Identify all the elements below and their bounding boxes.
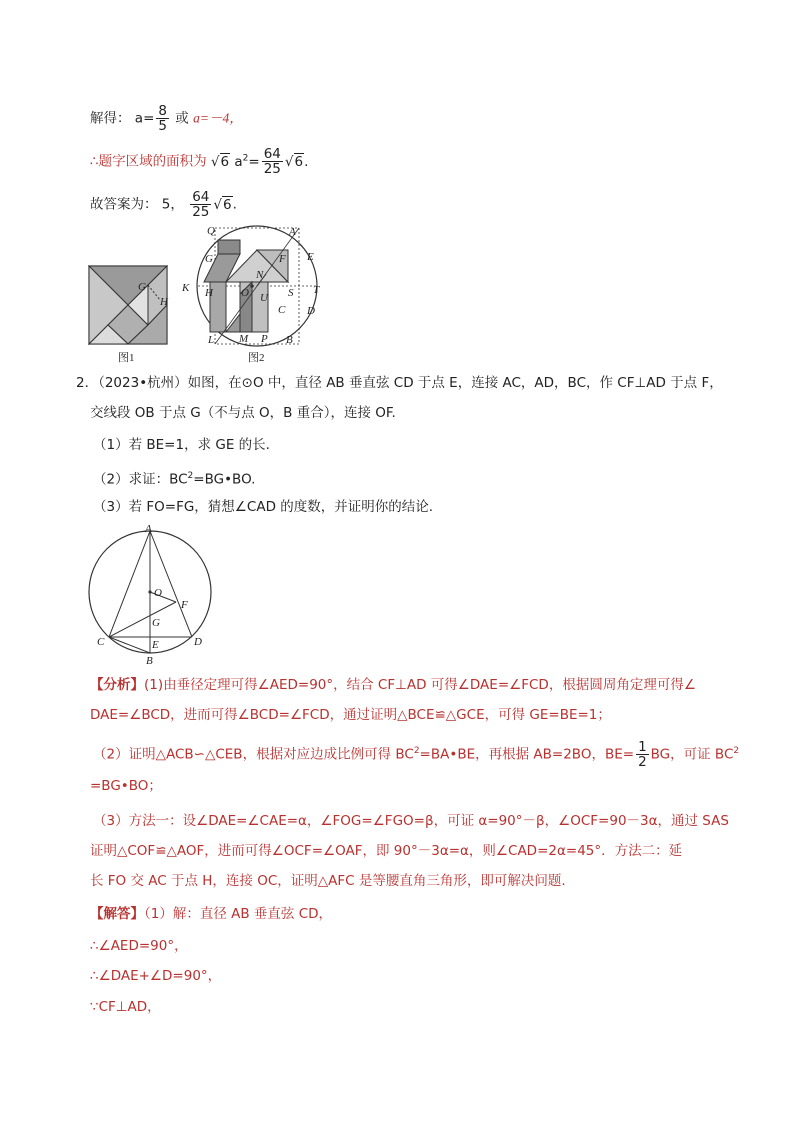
fraction-8-5 (156, 104, 169, 133)
area-line: ∴题字区域的面积为 √6 $a^2=$ $\frac{64}{25}$ √6. (90, 146, 309, 177)
fig2-label-a: A (289, 226, 296, 238)
fraction-64-25: $\frac{64}{25}$ (263, 146, 281, 177)
q2-line1 (76, 372, 723, 394)
q2-part3: （3）若 FO=FG，猜想∠CAD 的度数，并证明你的结论. (93, 499, 434, 515)
analysis-line6: 证明△COF≌△AOF，进而可得∠OCF=∠OAF，即 90°－3α=α，则∠CAD=2α=45°．方法二：延 (90, 843, 683, 859)
fig2-label-e: E (307, 251, 314, 263)
fig2-label-u: U (260, 292, 268, 304)
fig2-label-b: B (286, 334, 293, 346)
a-equals: a= (134, 110, 155, 127)
fig2-label-g: G (205, 253, 213, 265)
answer-line1: 【解答】（1）解：直径 AB 垂直弦 CD， (90, 906, 333, 922)
fraction-1-2: $\frac{1}{2}$ (638, 739, 647, 770)
fig2-label-l: L (208, 334, 215, 346)
sqrt-6b: √6 (284, 153, 304, 170)
frac-num: 8 (158, 103, 167, 119)
a-alt: a=－4， (193, 110, 243, 126)
fig3-label-a: A (145, 523, 152, 535)
fig2-label-m: M (239, 333, 249, 345)
fig2-label-c: C (278, 304, 286, 316)
q2-text1: 如图，在⊙O 中，直径 AB 垂直弦 CD 于点 E，连接 AC，AD，BC，作 CF⊥AD 于点 F， (187, 375, 723, 391)
solve-prefix: 解得： (90, 110, 131, 127)
solve-line (90, 104, 243, 133)
answer-prefix: 故答案为： (90, 196, 158, 213)
analysis-line3: （2）证明△ACB∽△CEB，根据对应边成比例可得 $BC^2=BA•BE$，再根据 AB=2BO，BE= $\frac{1}{2}$ BG，可证 $BC^2$ (93, 739, 740, 770)
fig2-label-h: H (205, 287, 213, 299)
figure-2 (180, 222, 320, 350)
fig2-label-s: S (288, 287, 294, 299)
fig2-label-t: T (313, 284, 320, 296)
analysis-tag: 【分析】 (90, 677, 144, 693)
answer-first: 5， (161, 196, 184, 213)
figure-1 (88, 265, 170, 347)
fig2-label-o: O (241, 287, 249, 299)
fig3-label-e: E (152, 639, 159, 651)
fig2-label-p: P (261, 333, 268, 345)
q2-source: （2023•杭州） (98, 375, 188, 391)
analysis-line1: 【分析】(1)由垂径定理可得∠AED=90°，结合 CF⊥AD 可得∠DAE=∠FCD，根据圆周角定理可得∠ (90, 677, 696, 693)
answer-line2: ∴∠AED=90°， (90, 938, 188, 954)
a-symbol: a (234, 153, 243, 170)
fig2-label-d: D (307, 305, 315, 317)
fig1-label-h: H (160, 296, 168, 308)
analysis-line4: =BG•BO； (90, 778, 162, 794)
equals: = (248, 153, 260, 170)
sqrt-6c: √6 (213, 196, 232, 213)
q2-number: 2． (76, 375, 99, 391)
analysis-line7: 长 FO 交 AC 于点 H，连接 OC，证明△AFC 是等腰直角三角形，即可解决问题. (90, 873, 566, 889)
analysis-line2: DAE=∠BCD，进而可得∠BCD=∠FCD，通过证明△BCE≌△GCE，可得 GE=BE=1； (90, 707, 611, 723)
fig2-caption: 图2 (248, 352, 265, 364)
frac-den: 5 (158, 118, 167, 134)
fig3-label-g: G (152, 617, 160, 629)
fraction-64-25-ans: $\frac{64}{25}$ (192, 189, 210, 220)
fig1-caption: 图1 (118, 352, 135, 364)
fig2-label-n: N (256, 269, 264, 281)
sup-2: 2 (242, 153, 249, 163)
fig3-label-d: D (194, 636, 202, 648)
q2-line2: 交线段 OB 于点 G（不与点 O，B 重合），连接 OF. (90, 405, 396, 421)
fig2-label-q: Q (207, 225, 215, 237)
fig3-label-o: O (154, 587, 162, 599)
q2-part2: （2）求证：$BC^2=BG•BO$. (93, 471, 256, 488)
fig3-label-f: F (181, 599, 188, 611)
q2-part1: （1）若 BE=1，求 GE 的长. (93, 437, 270, 453)
sqrt-6: √6 (210, 153, 230, 170)
fig1-label-g: G (138, 281, 146, 293)
answer-tag: 【解答】 (90, 906, 144, 922)
fig3-label-b: B (146, 655, 153, 667)
fig2-label-f: F (279, 253, 286, 265)
answer-line: 故答案为： 5， $\frac{64}{25}$ √6. (90, 189, 237, 220)
or-text: 或 (175, 110, 189, 127)
fig2-label-k: K (182, 282, 190, 294)
analysis-line5: （3）方法一：设∠DAE=∠CAE=α，∠FOG=∠FGO=β，可证 α=90°－β，∠OCF=90－3α，通过 SAS (93, 813, 729, 829)
answer-line4: ∵CF⊥AD， (90, 999, 161, 1015)
area-prefix: ∴题字区域的面积为 (90, 153, 207, 170)
answer-line3: ∴∠DAE+∠D=90°， (90, 968, 222, 984)
fig3-label-c: C (97, 636, 105, 648)
